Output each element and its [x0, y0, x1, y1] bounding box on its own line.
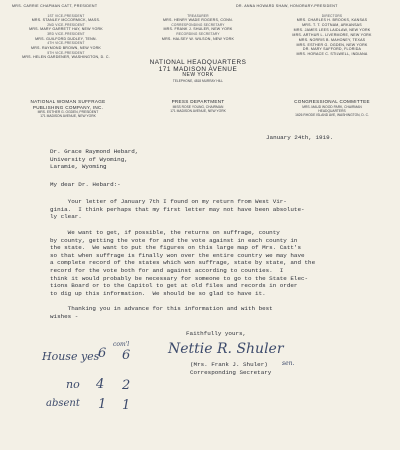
tally-value: 6 [122, 348, 131, 363]
tally-marginal-note: com'l [113, 341, 130, 348]
tally-row-label: absent [46, 398, 80, 409]
director-name: MRS. ARTHUR L. LIVERMORE, NEW YORK [292, 32, 372, 37]
paragraph-3: Thanking you in advance for this information and with best wishes - [50, 305, 273, 320]
paragraph-2: We want to get, if possible, the returns on suffrage, county by county, getting the vote for and the vote against in each county in the state. We want to put the figures on this large map of Mrs. Catt's so that when suffrage is finally won over the entire country we may have a complete record of the states which won suffrage, state by state, and the record for the vote both for and against according to counties. I think it would probably be necessary for someone to go to the State Elec- tions Board or to the Capitol to get at old files and records in order to dig up this information. We should be so glad to have it. [50, 229, 316, 297]
director-name: MRS. HORACE C. STILWELL, INDIANA [296, 52, 368, 57]
publishing-company-block: NATIONAL WOMAN SUFFRAGE PUBLISHING COMPANY, INC. MRS. ESTHER G. OGDEN, PRESIDENT 171 MADISON AVENUE, NEW YORK [30, 99, 106, 119]
vice-presidents-column [10, 14, 122, 60]
signature: Nettie R. Shuler [168, 341, 284, 357]
officer-entry: RECORDING SECRETARY MRS. HALSEY W. WILSON, NEW YORK [161, 32, 235, 41]
directors-label: DIRECTORS [321, 14, 343, 18]
officer-entry: 3RD VICE-PRESIDENT MRS. GUILFORD DUDLEY, TENN. [35, 32, 97, 41]
tally-value: 2 [122, 378, 131, 393]
press-department-block: PRESS DEPARTMENT MISS ROSE YOUNG, CHAIRMAN 171 MADISON AVENUE, NEW YORK [170, 99, 226, 113]
typed-name: (Mrs. Frank J. Shuler) [190, 361, 268, 368]
tally-row-label: House yes [42, 350, 100, 363]
honorary-president-line: DR. ANNA HOWARD SHAW, HONORARY-PRESIDENT [236, 4, 338, 8]
salutation: My dear Dr. Hebard:- [50, 181, 121, 188]
officers-column [140, 14, 256, 41]
officer-entry: 4TH VICE-PRESIDENT MRS. RAYMOND BROWN, NEW YORK [31, 41, 101, 50]
tally-value: 1 [122, 398, 131, 413]
director-name: MRS. ESTHER G. OGDEN, NEW YORK [296, 42, 368, 47]
congressional-committee-block: CONGRESSIONAL COMMITTEE MRS. MAUD WOOD PARK, CHAIRMAN HEADQUARTERS 1626 RHODE ISLAND AVE, WASHINGTON, D. C. [294, 99, 370, 118]
directors-column [272, 14, 392, 57]
officer-entry: TREASURER MRS. HENRY WADE ROGERS, CONN. [162, 14, 234, 23]
tally-value: 4 [96, 377, 105, 392]
tally-marginal-note: sen. [282, 360, 295, 367]
headquarters-telephone: TELEPHONE, 4818 MURRAY HILL [172, 79, 224, 83]
president-line: MRS. CARRIE CHAPMAN CATT, PRESIDENT [12, 4, 98, 8]
recipient-address: Dr. Grace Raymond Hebard, University of Wyoming, Laramie, Wyoming [50, 148, 139, 171]
director-name: MRS. JAMES LEES LAIDLAW, NEW YORK [293, 28, 371, 32]
closing: Faithfully yours, [186, 330, 247, 337]
tally-row-label: no [66, 378, 80, 391]
officer-entry: CORRESPONDING SECRETARY MRS. FRANK J. SHULER, NEW YORK [163, 23, 233, 32]
officer-entry: 2ND VICE-PRESIDENT MRS. MARY GARRETT HAY, NEW YORK [29, 23, 103, 32]
headquarters-title: NATIONAL HEADQUARTERS 171 MADISON AVENUE NEW YORK [149, 59, 247, 79]
director-name: DR. MARY SAFFORD, FLORIDA [302, 47, 362, 52]
director-name: MRS. T. T. COTNAM, ARKANSAS [302, 23, 362, 28]
officer-entry: 5TH VICE-PRESIDENT MRS. HELEN GARDENER, WASHINGTON, D. C. [22, 50, 110, 59]
director-name: MRS. NORRIS B. MAHONEY, TEXAS [298, 37, 366, 42]
officer-entry: 1ST VICE-PRESIDENT MRS. STANLEY MCCORMICK, MASS. [31, 14, 101, 23]
tally-value: 6 [98, 346, 107, 361]
tally-value: 1 [98, 397, 107, 412]
typed-title: Corresponding Secretary [190, 369, 272, 376]
letter-date: January 24th, 1919. [266, 134, 334, 141]
director-name: MRS. CHARLES H. BROOKS, KANSAS [296, 18, 368, 23]
paragraph-1: Your letter of January 7th I found on my return from West Vir- ginia. I think perhaps that my first letter may not have been absolute- ly clear. [50, 198, 305, 221]
